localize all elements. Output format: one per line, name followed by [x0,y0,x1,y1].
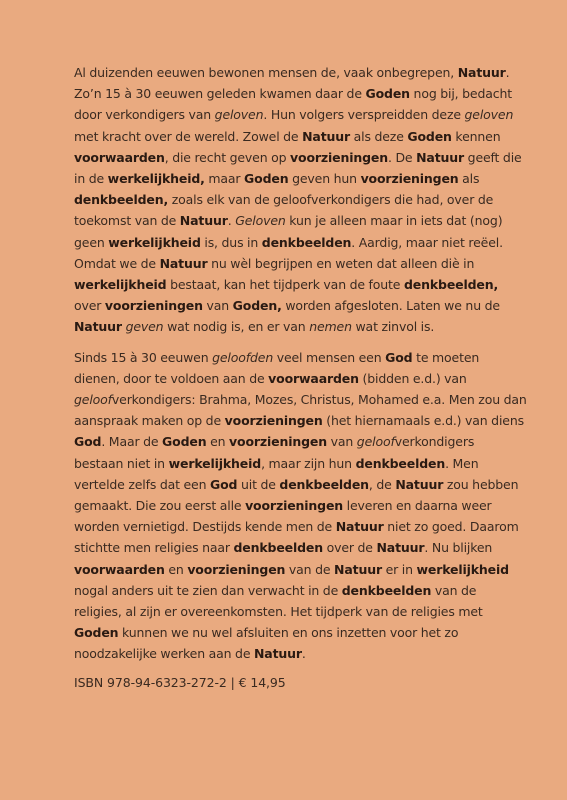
text-run: nog bij, bedacht door verkondigers van [74,86,512,123]
text-run: zou hebben gemaakt. Die zou eerst alle [74,476,519,514]
emphasis-term: voorwaarden [74,561,165,577]
emphasis-term: voorzieningen [224,413,323,429]
text-run: geven hun [288,171,361,187]
emphasis-term: God [74,434,102,450]
emphasis-term: denkbeelden [355,455,446,471]
emphasis-term: Natuur [253,646,302,662]
text-run: . Nu blijken [424,540,493,556]
text-run: kunnen we nu wel afsluiten en ons inzetten voor het zo noodzakelijke werken aan de [74,625,459,662]
text-run: verkondigers bestaan niet in [74,434,475,471]
text-run: nogal anders uit te zien dan verwacht in de [74,582,342,598]
text-run: (bidden e.d.) van [358,370,467,386]
blurb-paragraph-1 [74,62,527,338]
text-run: als deze [350,128,408,144]
emphasis-term: Natuur [395,476,444,492]
text-run: , de [368,476,396,492]
text-run: is, dus in [200,234,262,250]
emphasis-term: Natuur [159,255,208,271]
text-run: maar [204,171,245,187]
text-run: . [301,646,306,662]
emphasis-term: denkbeelden [233,540,323,556]
emphasis-term: voorwaarden [268,370,359,386]
text-run: bestaat, kan het tijdperk van de foute [166,277,404,293]
emphasis-term: Natuur [302,128,351,144]
italic-term: geven [125,319,164,335]
emphasis-term: werkelijkheid [168,455,262,471]
italic-term: geloof [356,434,395,450]
emphasis-term: denkbeelden [261,234,352,250]
italic-term: geloven [464,107,514,123]
emphasis-term: Natuur [179,213,228,229]
emphasis-term: Goden [244,171,289,187]
text-run: van [202,298,233,314]
text-run: . De [388,149,417,165]
text-run: verkondigers: Brahma, Mozes, Christus, Mohamed e.a. Men zou dan aanspraak maken op de [74,392,527,429]
text-run: . Zo’n 15 à 30 eeuwen geleden kwamen daar de [74,65,510,102]
emphasis-term: Natuur [74,319,122,335]
emphasis-term: Natuur [335,519,384,535]
text-run: wat zinvol is. [351,319,435,335]
emphasis-term: Natuur [457,65,506,80]
emphasis-term: voorzieningen [290,149,388,165]
emphasis-term: Goden [162,434,207,450]
emphasis-term: voorzieningen [245,498,344,514]
italic-term: Geloven [235,213,286,229]
emphasis-term: werkelijkheid, [107,171,205,187]
text-run: , die recht geven op [164,149,291,165]
emphasis-term: denkbeelden, [403,277,499,293]
text-run: te moeten dienen, door te voldoen aan de [74,349,480,386]
text-run: met kracht over de wereld. Zowel de [74,128,303,144]
emphasis-term: Goden [74,625,119,641]
text-run: van de religies, al zijn er overeenkomsten. Het tijdperk van de religies met [74,582,483,620]
text-run: . Hun volgers verspreidden deze [263,107,465,123]
emphasis-term: werkelijkheid [416,561,509,577]
emphasis-term: denkbeelden [279,476,369,492]
text-run: zoals elk van de geloofverkondigers die had, over de toekomst van de [74,192,494,229]
text-run: over de [323,540,377,556]
italic-term: geloofden [212,349,274,365]
text-run: . Maar de [101,434,163,450]
text-run: Al duizenden eeuwen bewonen mensen de, vaak onbegrepen, [74,65,458,80]
text-run: leveren en daarna weer worden vernietigd. Destijds kende men de [74,498,492,535]
emphasis-term: Natuur [376,540,425,556]
emphasis-term: Goden [407,128,452,144]
text-run: uit de [237,476,280,492]
emphasis-term: Natuur [416,149,465,165]
text-run: kennen [451,128,501,144]
text-run: van de [285,561,335,577]
text-run: (het hiernamaals e.d.) van diens [322,413,524,429]
emphasis-term: werkelijkheid [74,277,167,293]
emphasis-term: werkelijkheid [108,234,201,250]
text-run: kun je alleen maar in iets dat (nog) geen [74,213,503,250]
text-run: niet zo goed. Daarom stichtte men religies naar [74,519,519,556]
text-run: als [458,171,480,187]
text-run: , maar zijn hun [261,455,356,471]
emphasis-term: voorzieningen [360,171,459,187]
isbn-price-line: ISBN 978-94-6323-272-2 | € 14,95 [74,674,286,690]
blurb-text [74,62,527,665]
emphasis-term: voorwaarden [74,149,165,165]
text-run: nu wèl begrijpen en weten dat alleen diè in [207,255,475,271]
emphasis-term: Goden [365,86,410,102]
text-run: worden afgesloten. Laten we nu de [281,298,500,314]
text-run: . [227,213,236,229]
blurb-paragraph-2 [74,347,527,665]
emphasis-term: denkbeelden [341,582,432,598]
emphasis-term: Natuur [334,561,382,577]
text-run: over [74,298,105,314]
text-run: wat nodig is, en er van [163,319,310,335]
italic-term: geloven [214,107,264,123]
emphasis-term: voorzieningen [187,561,286,577]
emphasis-term: Goden, [232,298,282,314]
text-run: er in [381,561,417,577]
emphasis-term: voorzieningen [104,298,203,314]
italic-term: nemen [309,319,352,335]
text-run: veel mensen een [273,349,386,365]
text-run: en [164,561,188,577]
text-run: geeft die in de [74,149,522,187]
emphasis-term: God [210,476,238,492]
text-run: . Aardig, maar niet reëel. Omdat we de [74,234,503,271]
text-run: . Men vertelde zelfs dat een [74,455,479,492]
emphasis-term: God [385,349,413,365]
text-run: en [206,434,230,450]
text-run: Sinds 15 à 30 eeuwen [74,349,213,365]
emphasis-term: denkbeelden, [74,192,169,208]
emphasis-term: voorzieningen [229,434,328,450]
text-run: van [327,434,357,450]
italic-term: geloof [74,392,112,408]
